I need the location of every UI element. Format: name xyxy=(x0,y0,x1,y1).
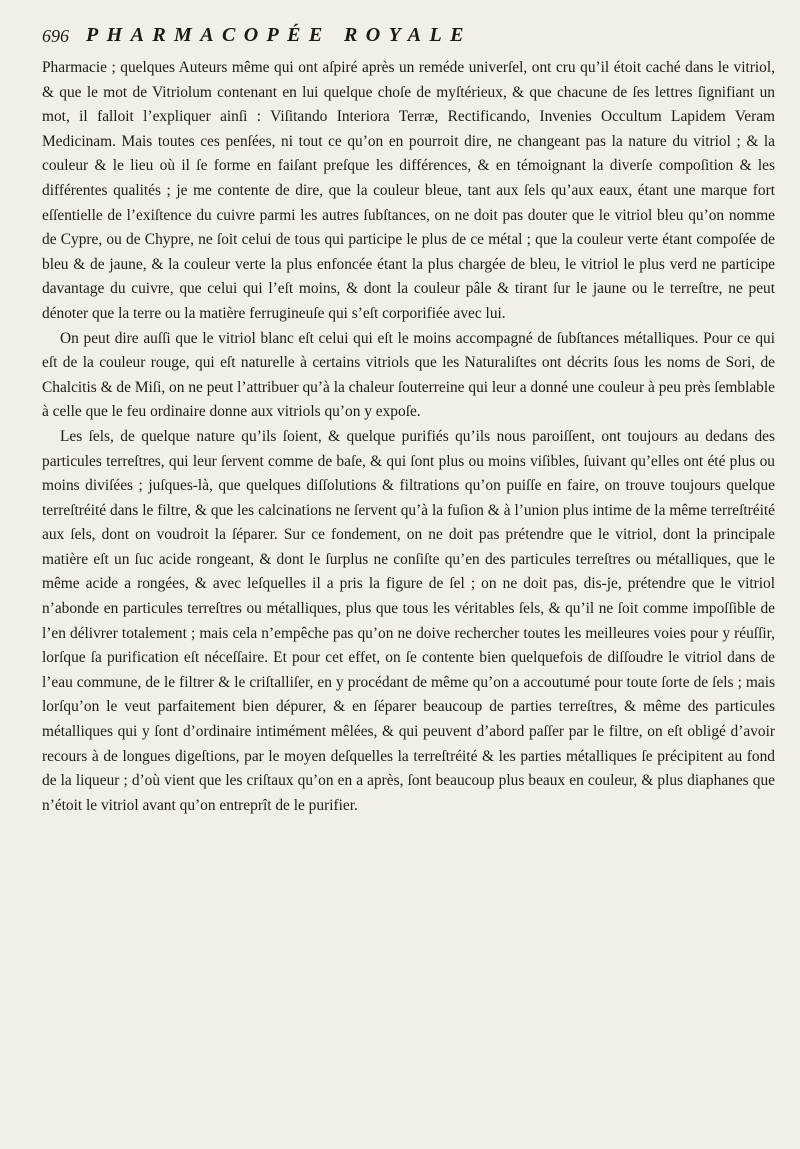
paragraph-white-red-vitriol: On peut dire auſſi que le vitriol blanc eſt celui qui eſt le moins accompagné de ſubſtances métalliques. Pour ce qui eſt de la couleur rouge, qui eſt naturelle à certains vitriols que les Naturaliſtes ont décrits ſous les noms de Sori, de Chalcitis & de Miſi, on ne peut l’attribuer qu’à la chaleur ſouterreine qui leur a donné une couleur à peu près ſemblable à celle que le feu ordinaire donne aux vitriols qu’on y expoſe. xyxy=(42,329,775,421)
book-page xyxy=(42,22,775,818)
body-text xyxy=(42,56,775,818)
running-head xyxy=(42,22,775,56)
running-title: PHARMACOPÉE ROYALE xyxy=(86,24,472,46)
page-number: 696 xyxy=(42,26,69,46)
paragraph-salts-purification: Les ſels, de quelque nature qu’ils ſoient, & quelque purifiés qu’ils nous paroiſſent, ont toujours au dedans des particules terreſtres, qui leur ſervent comme de baſe, & qui ſont plus ou moins viſibles, ſuivant qu’elles ont été plus ou moins diviſées ; juſques-là, que quelques diſſolutions & filtrations qu’on puiſſe en faire, on trouve toujours quelque terreſtréité dans le filtre, & que les calcinations ne ſervent qu’à la fuſion & à l’union plus intime de la même terreſtréité aux ſels, dont on voudroit la ſéparer. Sur ce fondement, on ne doit pas prétendre que le vitriol, dont la principale matière eſt un ſuc acide rongeant, & dont le ſurplus ne conſiſte qu’en des particules terreſtres ou métalliques, que le même acide a rongées, & avec leſquelles il a pris la figure de ſel ; on ne doit pas, dis-je, prétendre que le vitriol n’abonde en particules terreſtres ou métalliques, plus que tous les véritables ſels, & qu’il ne ſoit comme impoſſible de l’en délivrer totalement ; mais cela n’empêche pas qu’on ne doive rechercher toutes les meilleures voies pour y réuſſir, lorſque ſa purification eſt néceſſaire. Et pour cet effet, on ſe contente bien quelquefois de diſſoudre le vitriol dans de l’eau commune, de le filtrer & le criſtalliſer, en y procédant de même qu’on a accoutumé pour toute ſorte de ſels ; mais lorſqu’on le veut parfaitement bien dépurer, & en ſéparer beaucoup de parties terreſtres, & même des particules métalliques qui y ſont d’ordinaire intimément mêlées, & qui peuvent d’abord paſſer par le filtre, on eſt obligé d’avoir recours à de longues digeſtions, par le moyen deſquelles la terreſtréité & les parties métalliques ſe précipitent au fond de la liqueur ; d’où vient que les criſtaux qu’on en a après, ſont beaucoup plus beaux en couleur, & plus diaphanes que n’étoit le vitriol avant qu’on entreprît de le purifier. xyxy=(42,427,775,814)
paragraph-vitriol-colors: Pharmacie ; quelques Auteurs même qui ont aſpiré après un reméde univerſel, ont cru qu’il étoit caché dans le vitriol, & que le mot de Vitriolum contenant en lui quelque choſe de myſtérieux, & que chacune de ſes lettres ſignifiant un mot, il falloit l’expliquer ainſi : Viſitando Interiora Terræ, Rectificando, Invenies Occultum Lapidem Veram Medicinam. Mais toutes ces penſées, ni tout ce qu’on en pourroit dire, ne changeant pas la nature du vitriol ; & la couleur & le lieu où il ſe forme en faiſant preſque les différences, & en témoignant la diverſe compoſition & les différentes qualités ; je me contente de dire, que la couleur bleue, tant aux ſels qu’aux eaux, étant une marque fort eſſentielle de l’exiſtence du cuivre parmi les autres ſubſtances, on ne doit pas douter que le vitriol bleu qu’on nomme de Cypre, ou de Chypre, ne ſoit celui de tous qui participe le plus de ce métal ; que la couleur verte étant compoſée de bleu & de jaune, & la couleur verte la plus enfoncée étant la plus chargée de bleu, le vitriol le plus verd ne participe davantage du cuivre, que celui qui l’eſt moins, & dont la couleur pâle & tirant ſur le jaune ou le terreſtre, ne peut dénoter que la terre ou la matière ferrugineuſe qui s’eſt corporifiée avec lui. xyxy=(42,59,775,322)
